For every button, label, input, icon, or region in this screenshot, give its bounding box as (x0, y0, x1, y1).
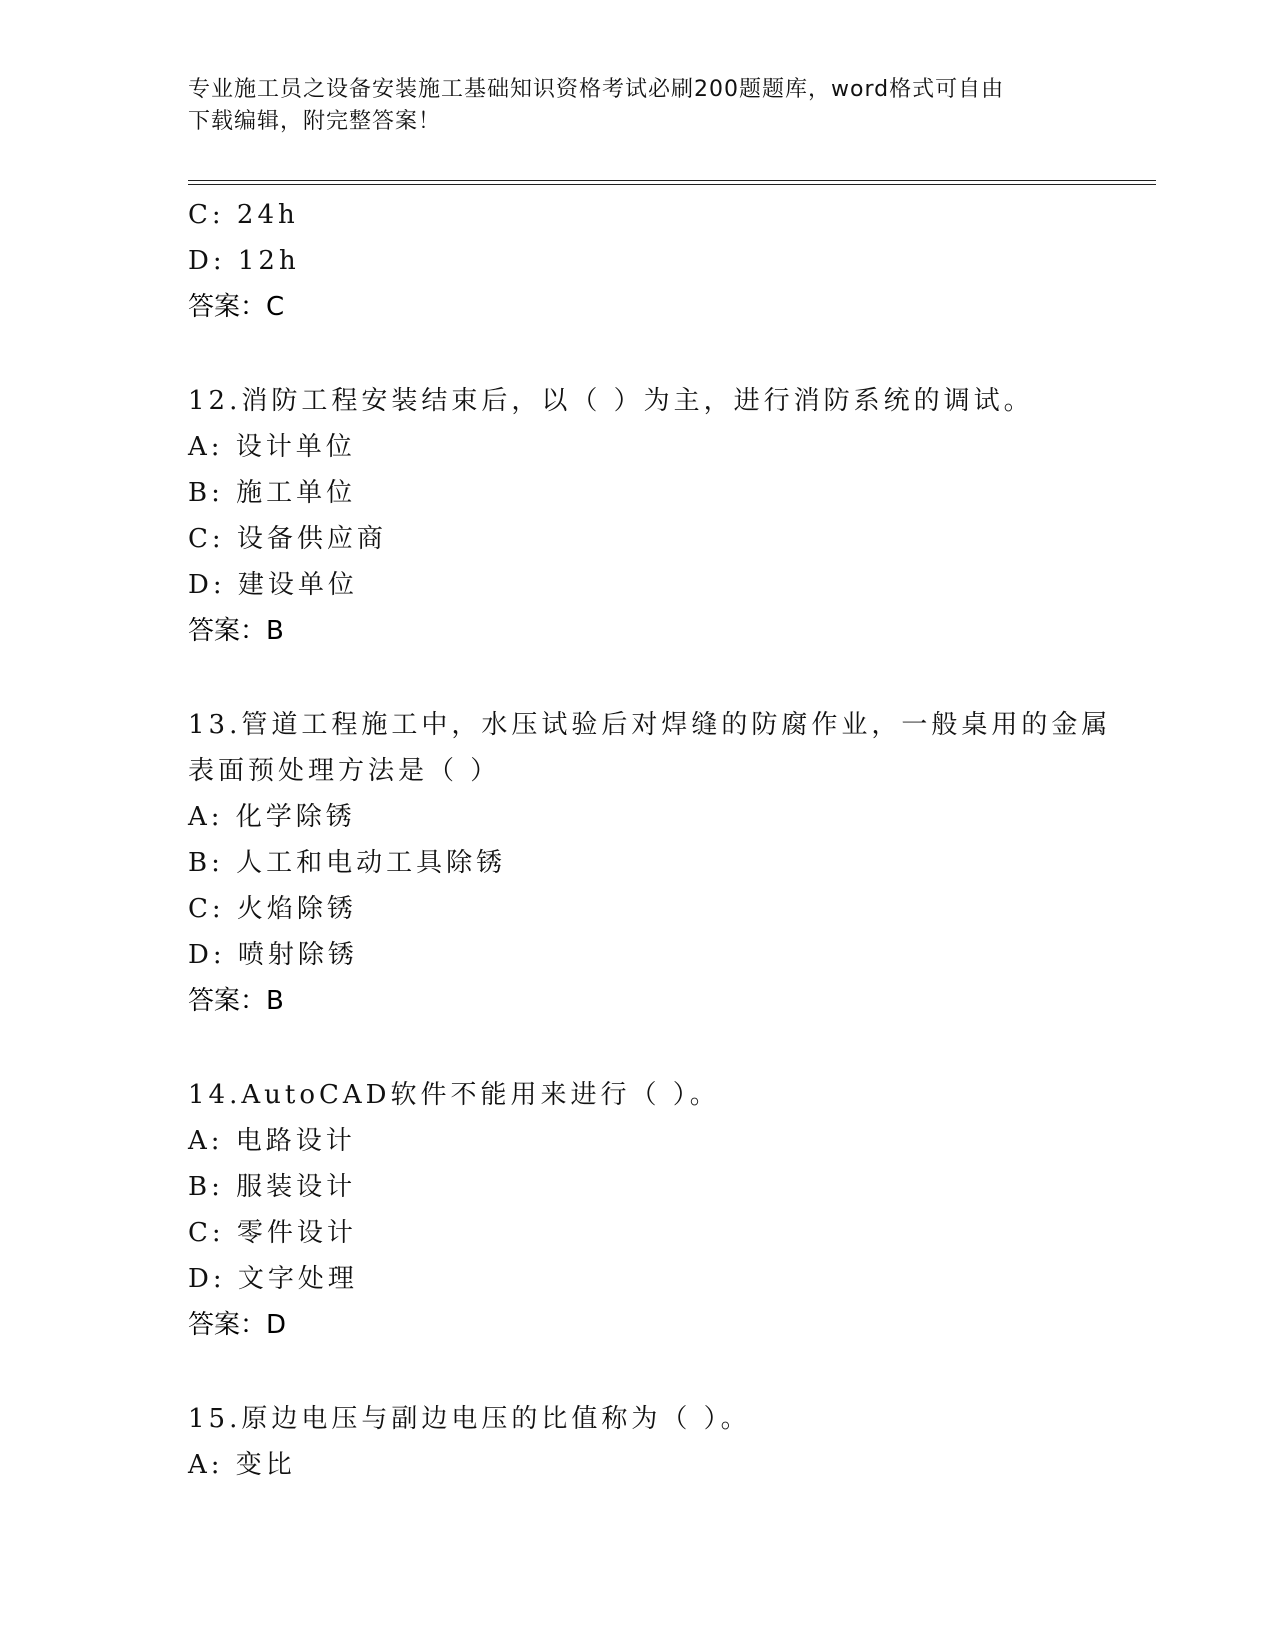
question-stem: 12.消防工程安装结束后，以（ ）为主，进行消防系统的调试。 (188, 386, 1034, 416)
option-b: B: 服装设计 (188, 1172, 357, 1202)
question-14 (188, 1072, 1128, 1348)
option-b: B: 施工单位 (188, 478, 357, 508)
option-d: D: 喷射除锈 (188, 940, 358, 970)
question-stem: 14.AutoCAD软件不能用来进行（ ）。 (188, 1080, 720, 1110)
option-a: A: 设计单位 (188, 432, 356, 462)
question-stem: 15.原边电压与副边电压的比值称为（ ）。 (188, 1404, 751, 1434)
question-content (188, 192, 1128, 1488)
option-d: D: 文字处理 (188, 1264, 358, 1294)
answer-line: 答案：B (188, 986, 284, 1016)
answer-line: 答案：D (188, 1310, 287, 1340)
option-a: A: 电路设计 (188, 1126, 356, 1156)
header-line-2: 下载编辑，附完整答案！ (188, 109, 442, 134)
option-a: A: 变比 (188, 1450, 296, 1480)
option-c: C: 零件设计 (188, 1218, 357, 1248)
option-a: A: 化学除锈 (188, 802, 356, 832)
header-divider-bottom (188, 184, 1156, 185)
option-d: D: 12h (188, 246, 300, 276)
document-header (188, 74, 1088, 138)
question-11-continued (188, 192, 1128, 330)
answer-line: 答案：C (188, 292, 285, 322)
option-b: B: 人工和电动工具除锈 (188, 848, 507, 878)
question-15 (188, 1396, 1128, 1488)
option-d: D: 建设单位 (188, 570, 358, 600)
spacer (188, 1024, 1128, 1072)
header-line-1: 专业施工员之设备安装施工基础知识资格考试必刷200题题库，word格式可自由 (188, 77, 1005, 102)
option-c: C: 火焰除锈 (188, 894, 357, 924)
question-stem-line-1: 13.管道工程施工中，水压试验后对焊缝的防腐作业，一般桌用的金属 (188, 710, 1112, 740)
header-divider-top (188, 180, 1156, 181)
question-12 (188, 378, 1128, 654)
answer-line: 答案：B (188, 616, 284, 646)
question-stem-line-2: 表面预处理方法是（ ） (188, 756, 501, 786)
question-13 (188, 702, 1128, 1024)
option-c: C: 设备供应商 (188, 524, 387, 554)
spacer (188, 330, 1128, 378)
spacer (188, 1348, 1128, 1396)
spacer (188, 654, 1128, 702)
option-c: C: 24h (188, 200, 299, 230)
